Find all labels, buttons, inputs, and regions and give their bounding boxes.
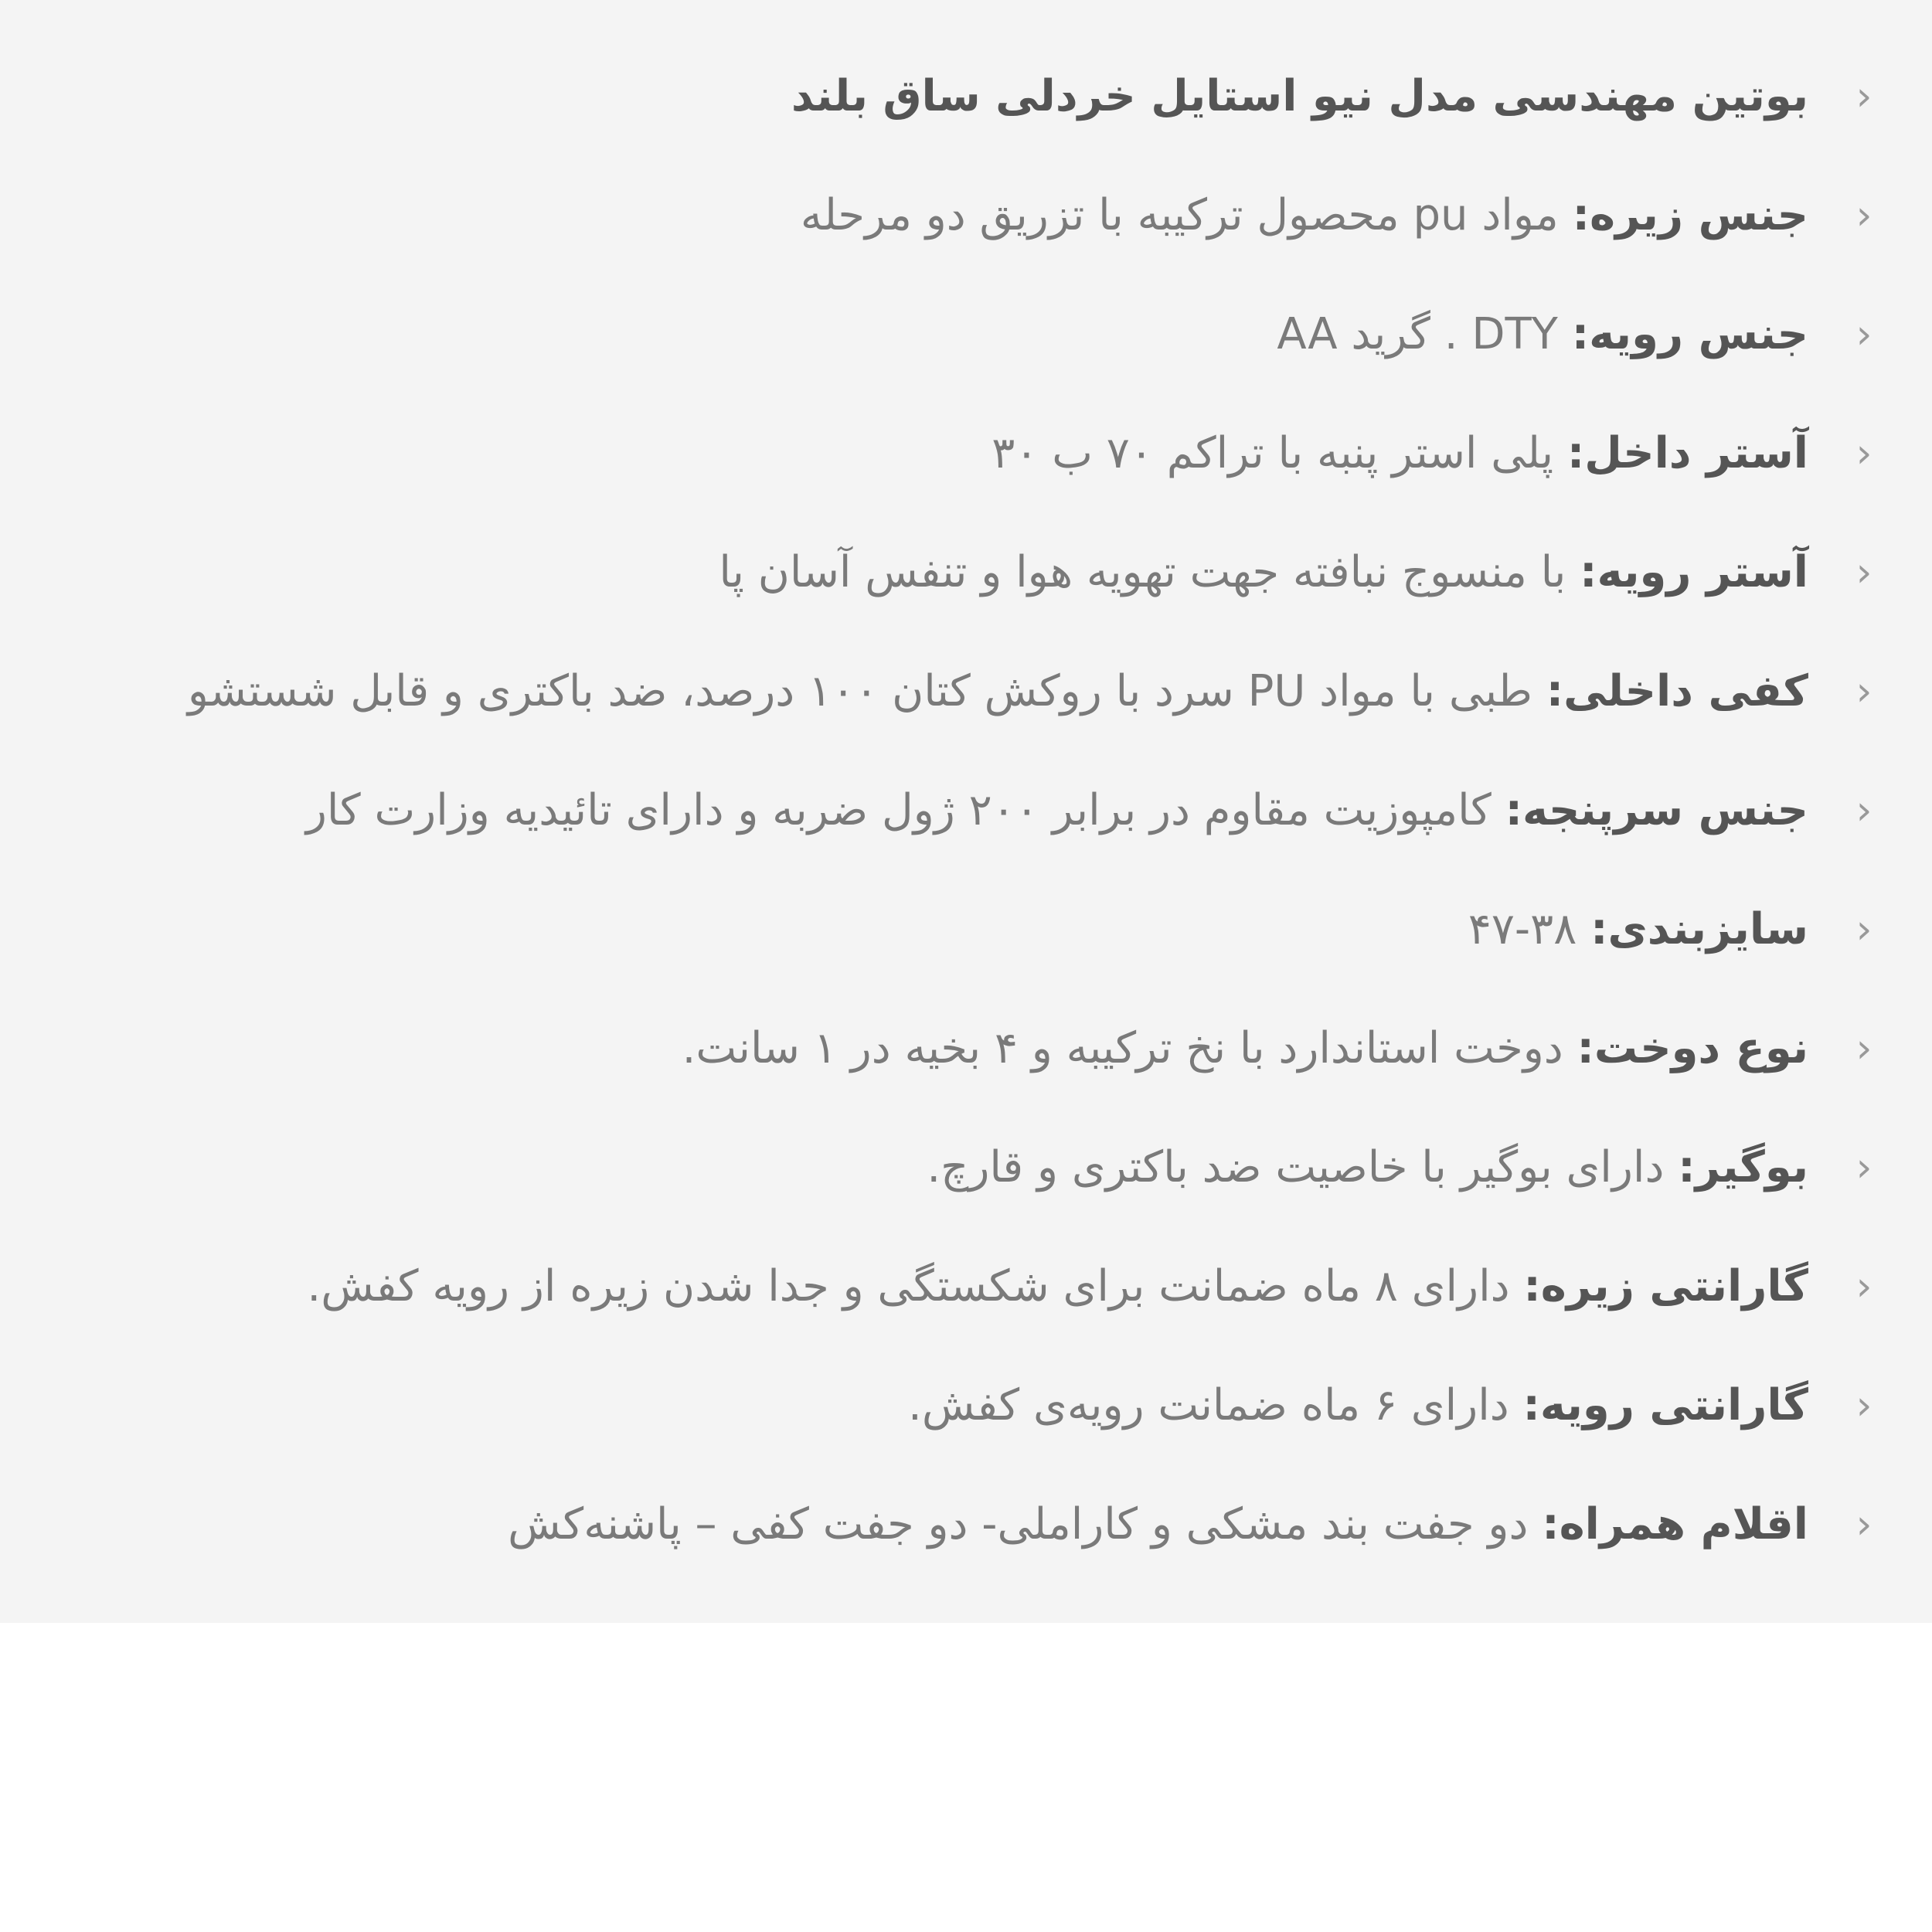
spec-title: بوتین مهندسی مدل نیو استایل خردلی ساق بلند — [791, 71, 1808, 121]
spec-label: جنس زیره: — [1572, 190, 1808, 240]
spec-value: دوخت استاندارد با نخ ترکیبه و ۴ بخیه در ۱ سانت. — [682, 1023, 1577, 1073]
spec-label: اقلام همراه: — [1542, 1499, 1808, 1549]
spec-label: جنس رویه: — [1571, 309, 1808, 359]
spec-value: با منسوج نبافته جهت تهویه هوا و تنفس آسان پا — [719, 547, 1580, 597]
chevron-left-icon: ‹ — [1855, 73, 1872, 120]
chevron-left-icon: ‹ — [1855, 1502, 1872, 1548]
spec-item-upper-material — [0, 275, 1932, 394]
spec-item-toe-cap — [0, 751, 1932, 870]
spec-label: آستر داخل: — [1566, 428, 1808, 478]
spec-value: دارای ۶ ماه ضمانت رویه‌ی کفش. — [908, 1380, 1523, 1430]
spec-label: بوگیر: — [1678, 1142, 1808, 1192]
spec-item-stitching — [0, 989, 1932, 1108]
spec-item-upper-warranty — [0, 1346, 1932, 1465]
chevron-left-icon: ‹ — [1855, 906, 1872, 953]
spec-value: مواد pu محصول ترکیبه با تزریق دو مرحله — [800, 190, 1573, 240]
spec-item-sizes — [0, 870, 1932, 989]
spec-label: گارانتی رویه: — [1522, 1380, 1808, 1430]
spec-value: دارای بوگیر با خاصیت ضد باکتری و قارچ. — [927, 1142, 1679, 1192]
spec-item-upper-lining — [0, 513, 1932, 632]
chevron-left-icon: ‹ — [1855, 549, 1872, 596]
spec-list — [0, 37, 1932, 1584]
chevron-left-icon: ‹ — [1855, 1383, 1872, 1429]
spec-value: طبی با مواد PU سرد با روکش کتان ۱۰۰ درصد، ضد باکتری و قابل شستشو — [187, 666, 1546, 716]
spec-item-accessories — [0, 1465, 1932, 1584]
spec-value: کامپوزیت مقاوم در برابر ۲۰۰ ژول ضربه و دارای تائیدیه وزارت کار — [305, 785, 1505, 835]
spec-value: DTY . گرید AA — [1277, 309, 1572, 359]
spec-value: دو جفت بند مشکی و کاراملی- دو جفت کفی – پاشنه‌کش — [508, 1499, 1543, 1549]
chevron-left-icon: ‹ — [1855, 1264, 1872, 1310]
spec-item-sole-warranty — [0, 1227, 1932, 1346]
chevron-left-icon: ‹ — [1855, 668, 1872, 715]
spec-item-insole — [0, 632, 1932, 751]
spec-label: جنس سرپنجه: — [1505, 785, 1808, 835]
chevron-left-icon: ‹ — [1855, 787, 1872, 834]
spec-label: کفی داخلی: — [1546, 666, 1808, 716]
spec-value: ۳۸-۴۷ — [1468, 904, 1591, 954]
spec-label: نوع دوخت: — [1577, 1023, 1808, 1073]
spec-label: آستر رویه: — [1580, 547, 1808, 597]
spec-label: سایزبندی: — [1590, 904, 1808, 954]
spec-value: دارای ۸ ماه ضمانت برای شکستگی و جدا شدن زیره از رویه کفش. — [307, 1261, 1524, 1311]
chevron-left-icon: ‹ — [1855, 1145, 1872, 1191]
spec-label: گارانتی زیره: — [1523, 1261, 1808, 1311]
spec-item-deodorizer — [0, 1108, 1932, 1227]
spec-item-inner-lining — [0, 394, 1932, 513]
chevron-left-icon: ‹ — [1855, 1026, 1872, 1072]
spec-item-title — [0, 37, 1932, 156]
spec-value: پلی استر پنبه با تراکم ۷۰ ب ۳۰ — [992, 428, 1567, 478]
spec-item-sole-material — [0, 156, 1932, 275]
chevron-left-icon: ‹ — [1855, 311, 1872, 358]
chevron-left-icon: ‹ — [1855, 192, 1872, 239]
chevron-left-icon: ‹ — [1855, 430, 1872, 477]
